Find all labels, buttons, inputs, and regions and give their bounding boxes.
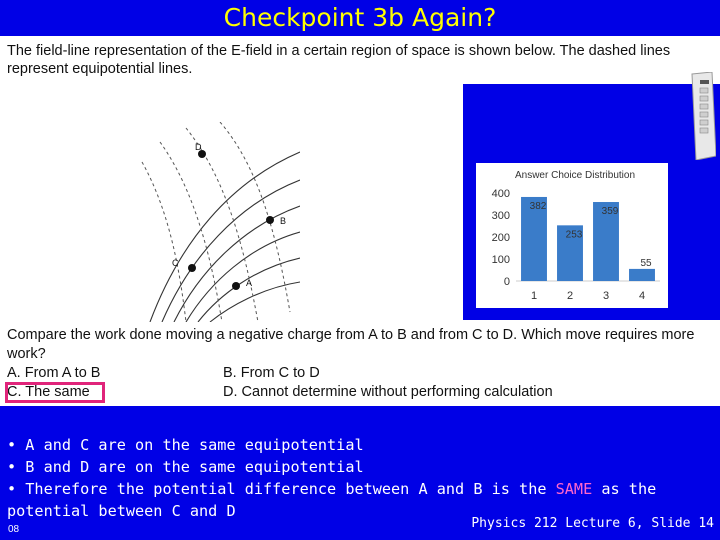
- choice-d[interactable]: D. Cannot determine without performing calculation: [223, 384, 553, 400]
- label-a: A: [246, 278, 253, 288]
- y-tick-label: 200: [491, 232, 510, 244]
- y-tick-label: 300: [491, 210, 510, 222]
- answer-distribution-chart: [476, 163, 668, 308]
- intro-text: The field-line representation of the E-field in a certain region of space is shown below. The dashed lines represent equipotential lines.: [7, 43, 671, 77]
- bullet-2: • B and D are on the same equipotential: [7, 458, 364, 476]
- label-c: C: [172, 258, 179, 268]
- x-tick-label: 2: [566, 290, 574, 302]
- data-label: 55: [640, 257, 652, 269]
- y-tick-label: 100: [491, 254, 510, 266]
- data-label: 253: [565, 229, 583, 241]
- label-d: D: [195, 142, 202, 152]
- bullet-1: • A and C are on the same equipotential: [7, 436, 364, 454]
- choice-b[interactable]: B. From C to D: [223, 365, 320, 381]
- slide-title: Checkpoint 3b Again?: [223, 3, 497, 32]
- explanation-bullets: [7, 434, 717, 522]
- y-tick-label: 0: [503, 276, 510, 288]
- bullet-3-pre: • Therefore the potential difference between A and B is the: [7, 480, 547, 498]
- x-tick-label: 3: [602, 290, 610, 302]
- label-b: B: [280, 216, 287, 226]
- field-line-figure: [140, 122, 300, 322]
- field-lines: [150, 152, 300, 322]
- bullet-3-post: as the potential between C and D: [7, 480, 657, 520]
- x-tick-label: 4: [638, 290, 646, 302]
- x-tick-label: 1: [530, 290, 538, 302]
- point-c: [188, 264, 196, 272]
- clicker-remote-icon: [678, 72, 716, 160]
- choice-c[interactable]: C. The same: [7, 384, 90, 400]
- answer-chart-card: [476, 163, 668, 308]
- data-label: 359: [601, 206, 619, 218]
- question-text: Compare the work done moving a negative charge from A to B and from C to D. Which move requires more work?: [7, 327, 695, 362]
- y-tick-label: 400: [491, 188, 510, 200]
- choice-a[interactable]: A. From A to B: [7, 365, 101, 381]
- chart-title: Answer Choice Distribution: [514, 170, 636, 181]
- bullet-3-highlight: SAME: [555, 480, 593, 498]
- point-a: [232, 282, 240, 290]
- selected-choice-highlight: [5, 382, 105, 403]
- footer-slide-code: 08: [8, 524, 20, 535]
- data-label: 382: [529, 200, 547, 212]
- footer-lecture-info: Physics 212 Lecture 6, Slide 14: [471, 516, 714, 531]
- bar-4: [629, 269, 655, 281]
- point-b: [266, 216, 274, 224]
